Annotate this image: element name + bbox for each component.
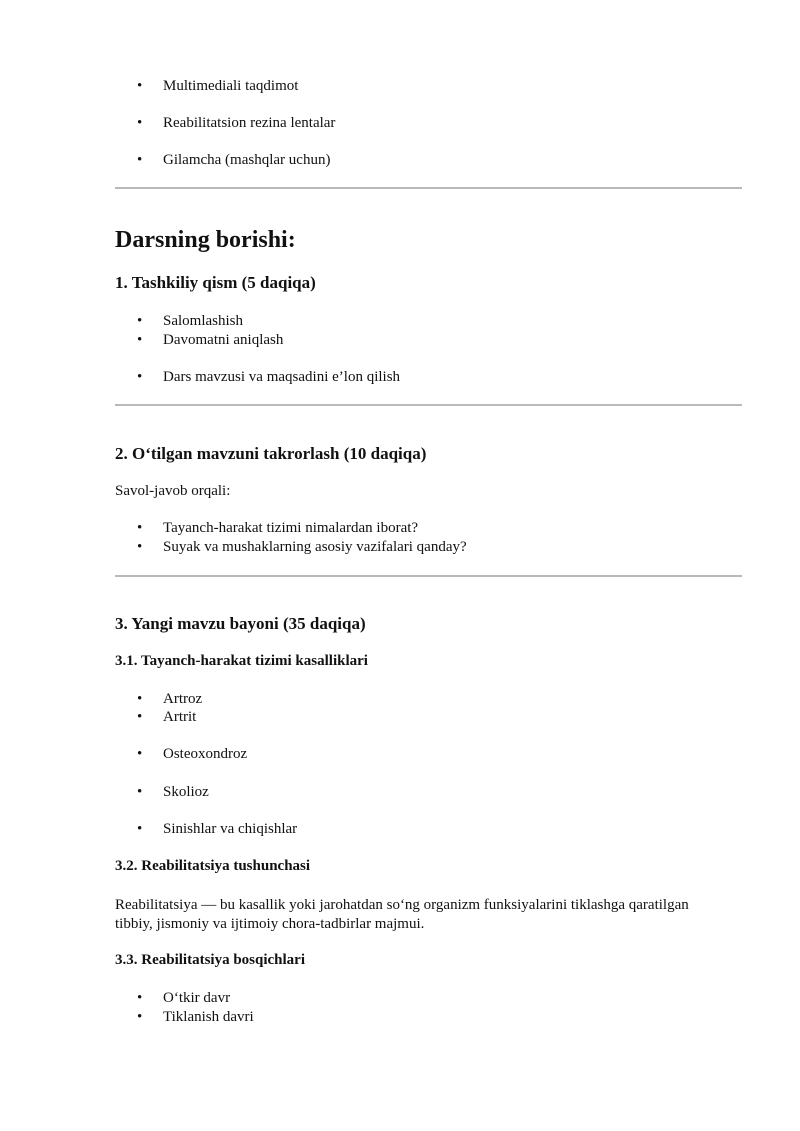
bullet-icon: • — [137, 709, 143, 725]
subsection-title: 3.3. Reabilitatsiya bosqichlari — [115, 952, 306, 968]
bullet-icon: • — [137, 115, 143, 131]
paragraph-line: tibbiy, jismoniy va ijtimoiy chora-tadbirlar majmui. — [115, 916, 425, 932]
bullet-icon: • — [137, 746, 143, 762]
bullet-icon: • — [137, 332, 143, 348]
subsection-title: 3.2. Reabilitatsiya tushunchasi — [115, 858, 311, 874]
section-title: 3. Yangi mavzu bayoni (35 daqiqa) — [115, 614, 366, 633]
bullet-icon: • — [137, 313, 143, 329]
divider — [115, 187, 742, 189]
divider — [115, 404, 742, 406]
paragraph-line: Reabilitatsiya — bu kasallik yoki jarohatdan so‘ng organizm funksiyalarini tiklashga qaratilgan — [115, 897, 689, 913]
section-intro: Savol-javob orqali: — [115, 483, 231, 499]
bullet-icon: • — [137, 152, 143, 168]
main-heading: Darsning borishi: — [115, 227, 296, 253]
subsection-title: 3.1. Tayanch-harakat tizimi kasalliklari — [115, 653, 368, 669]
bullet-icon: • — [137, 691, 143, 707]
bullet-icon: • — [137, 784, 143, 800]
bullet-icon: • — [137, 520, 143, 536]
divider — [115, 575, 742, 577]
document-page: • Multimediali taqdimot • Reabilitatsion rezina lentalar • Gilamcha (mashqlar uchun) Darsning borishi: 1. Tashkiliy qism (5 daqiqa) • Salomlashish • Davomatni aniqlash • Dars mavzusi va maqsadini e’lon qilish 2. O‘tilgan mavzuni takrorlash (10 daqiqa) Savol-javob orqali: • Tayanch-harakat tizimi nimalardan iborat? • Suyak va mushaklarning asosiy vazifalari qanday? 3. Yangi mavzu bayoni (35 daqiqa) 3.1. Tayanch-harakat tizimi kasalliklari • Artroz • Artrit • Osteoxondroz • Skolioz • Sinishlar va chiqishlar 3.2. Reabilitatsiya tushunchasi Reabilitatsiya — bu kasallik yoki jarohatdan so‘ng organizm funksiyalarini tiklashga qaratilgan tibbiy, jismoniy va ijtimoiy chora-tadbirlar majmui. 3.3. Reabilitatsiya bosqichlari • O‘tkir davr • Tiklanish davri — [115, 0, 742, 1131]
bullet-icon: • — [137, 990, 143, 1006]
bullet-icon: • — [137, 1009, 143, 1025]
section-title: 2. O‘tilgan mavzuni takrorlash (10 daqiqa) — [115, 444, 427, 463]
section-title: 1. Tashkiliy qism (5 daqiqa) — [115, 273, 316, 292]
bullet-icon: • — [137, 78, 143, 94]
bullet-icon: • — [137, 821, 143, 837]
bullet-icon: • — [137, 539, 143, 555]
bullet-icon: • — [137, 369, 143, 385]
